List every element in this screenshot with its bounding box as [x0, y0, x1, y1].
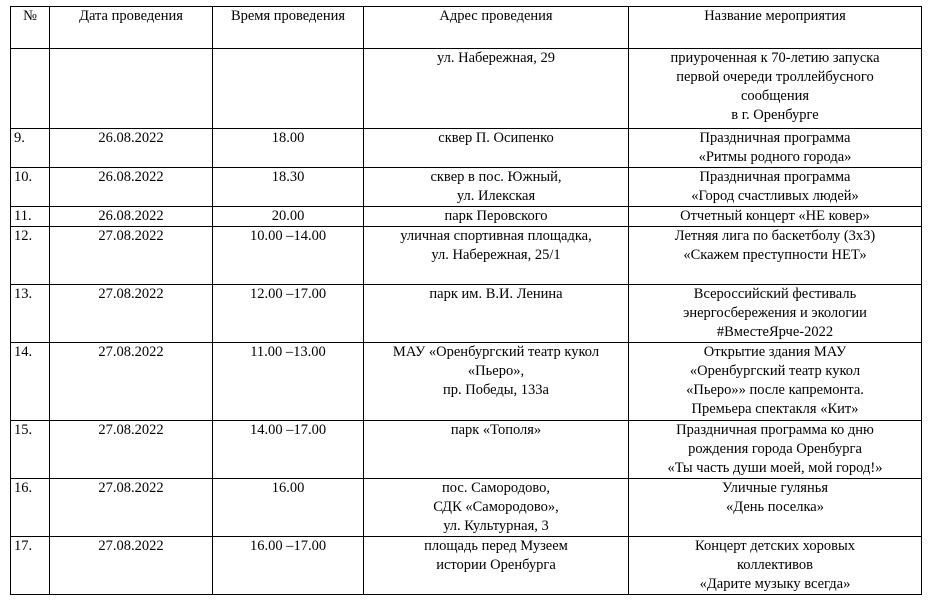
event-title-line: «Оренбургский театр кукол: [689, 363, 861, 379]
cell-date: 27.08.2022: [50, 537, 213, 595]
cell-address: [364, 227, 629, 285]
cell-num: 12.: [11, 227, 50, 285]
address-line: ул. Набережная, 25/1: [431, 247, 561, 263]
address-line: пр. Победы, 133а: [443, 382, 549, 398]
address-line: площадь перед Музеем: [424, 538, 568, 554]
table-row: [11, 168, 922, 207]
cell-time: 18.00: [213, 129, 364, 168]
cell-date: [50, 49, 213, 129]
cell-address: [364, 285, 629, 343]
header-title: Название мероприятия: [629, 7, 922, 49]
event-title-line: Премьера спектакля «Кит»: [691, 401, 859, 417]
cell-date: 26.08.2022: [50, 207, 213, 227]
event-title-line: «День поселка»: [726, 499, 824, 515]
table-row: [11, 285, 922, 343]
cell-date: 27.08.2022: [50, 285, 213, 343]
address-line: истории Оренбурга: [436, 557, 556, 573]
event-title-line: сообщения: [740, 88, 810, 104]
cell-event-title: [629, 207, 922, 227]
table-row: [11, 421, 922, 479]
cell-event-title: [629, 537, 922, 595]
header-date: Дата проведения: [50, 7, 213, 49]
address-line: парк Перовского: [444, 208, 548, 224]
cell-time: 16.00: [213, 479, 364, 537]
cell-event-title: [629, 129, 922, 168]
table-body: [11, 49, 922, 595]
cell-address: [364, 421, 629, 479]
cell-address: [364, 343, 629, 421]
address-line: ул. Культурная, 3: [443, 518, 549, 534]
header-num: №: [11, 7, 50, 49]
cell-time: 10.00 –14.00: [213, 227, 364, 285]
address-line: СДК «Самородово»,: [433, 499, 559, 515]
header-time: Время проведения: [213, 7, 364, 49]
address-line: ул. Набережная, 29: [437, 50, 555, 66]
table-row: [11, 227, 922, 285]
cell-time: [213, 49, 364, 129]
cell-num: 11.: [11, 207, 50, 227]
cell-event-title: [629, 343, 922, 421]
address-line: парк им. В.И. Ленина: [429, 286, 563, 302]
cell-event-title: [629, 168, 922, 207]
address-line: парк «Тополя»: [450, 422, 542, 438]
cell-address: [364, 168, 629, 207]
cell-date: 26.08.2022: [50, 129, 213, 168]
address-line: уличная спортивная площадка,: [400, 228, 592, 244]
event-title-line: Праздничная программа ко дню: [676, 422, 874, 438]
address-line: пос. Самородово,: [442, 480, 550, 496]
cell-num: 10.: [11, 168, 50, 207]
event-title-line: Летняя лига по баскетболу (3х3): [674, 228, 876, 244]
event-title-line: «Пьеро»» после капремонта.: [686, 382, 864, 398]
cell-event-title: [629, 285, 922, 343]
header-row: [11, 7, 922, 49]
event-title-line: коллективов: [736, 557, 814, 573]
event-title-line: энергосбережения и экологии: [683, 305, 867, 321]
event-title-line: в г. Оренбурге: [731, 107, 819, 123]
cell-num: 14.: [11, 343, 50, 421]
cell-event-title: [629, 49, 922, 129]
event-title-line: «Дарите музыку всегда»: [699, 576, 851, 592]
cell-address: [364, 129, 629, 168]
event-title-line: Концерт детских хоровых: [695, 538, 855, 554]
cell-address: [364, 207, 629, 227]
cell-time: 20.00: [213, 207, 364, 227]
cell-num: 9.: [11, 129, 50, 168]
event-title-line: «Ритмы родного города»: [698, 149, 852, 165]
event-title-line: Всероссийский фестиваль: [693, 286, 857, 302]
cell-event-title: [629, 421, 922, 479]
event-title-line: Праздничная программа: [699, 130, 851, 146]
cell-date: 27.08.2022: [50, 343, 213, 421]
address-line: сквер в пос. Южный,: [430, 169, 562, 185]
cell-time: 12.00 –17.00: [213, 285, 364, 343]
cell-num: 16.: [11, 479, 50, 537]
cell-num: 17.: [11, 537, 50, 595]
event-title-line: «Ты часть души моей, мой город!»: [667, 460, 883, 476]
cell-num: [11, 49, 50, 129]
table-row: [11, 49, 922, 129]
table-row: [11, 537, 922, 595]
cell-event-title: [629, 227, 922, 285]
cell-address: [364, 537, 629, 595]
header-address: Адрес проведения: [364, 7, 629, 49]
event-title-line: «Город счастливых людей»: [691, 188, 859, 204]
cell-num: 13.: [11, 285, 50, 343]
cell-address: [364, 479, 629, 537]
cell-date: 27.08.2022: [50, 479, 213, 537]
event-title-line: Отчетный концерт «НЕ ковер»: [680, 208, 870, 224]
table-row: [11, 129, 922, 168]
cell-address: [364, 49, 629, 129]
event-title-line: «Скажем преступности НЕТ»: [683, 247, 867, 263]
event-title-line: #ВместеЯрче-2022: [716, 324, 834, 340]
table-row: [11, 479, 922, 537]
cell-time: 18.30: [213, 168, 364, 207]
cell-date: 26.08.2022: [50, 168, 213, 207]
address-line: сквер П. Осипенко: [438, 130, 554, 146]
table-row: [11, 343, 922, 421]
events-table: [10, 6, 922, 595]
cell-num: 15.: [11, 421, 50, 479]
event-title-line: приуроченная к 70-летию запуска: [670, 50, 880, 66]
address-line: МАУ «Оренбургский театр кукол: [392, 344, 600, 360]
event-title-line: Открытие здания МАУ: [703, 344, 847, 360]
cell-date: 27.08.2022: [50, 421, 213, 479]
cell-time: 16.00 –17.00: [213, 537, 364, 595]
cell-date: 27.08.2022: [50, 227, 213, 285]
cell-time: 14.00 –17.00: [213, 421, 364, 479]
event-title-line: Праздничная программа: [699, 169, 851, 185]
cell-time: 11.00 –13.00: [213, 343, 364, 421]
address-line: «Пьеро»,: [467, 363, 525, 379]
table-row: [11, 207, 922, 227]
event-title-line: рождения города Оренбурга: [688, 441, 862, 457]
event-title-line: первой очереди троллейбусного: [676, 69, 874, 85]
event-title-line: Уличные гулянья: [722, 480, 828, 496]
cell-event-title: [629, 479, 922, 537]
address-line: ул. Илекская: [456, 188, 536, 204]
